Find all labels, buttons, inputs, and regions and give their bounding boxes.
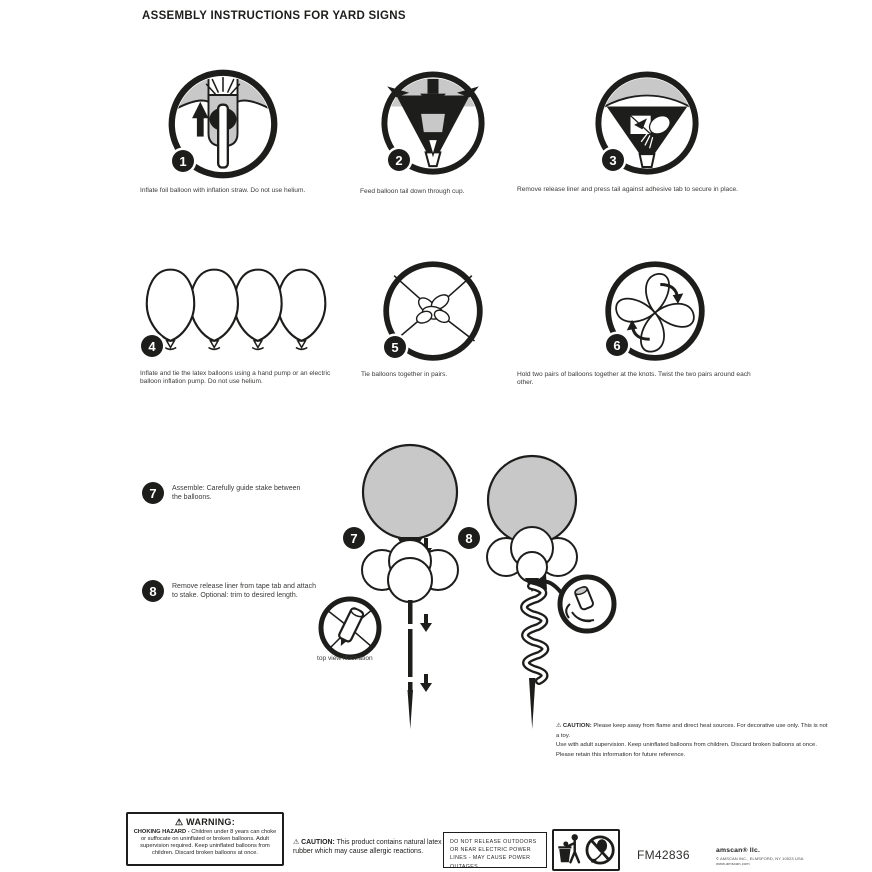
trash-disposal-icon [558, 834, 579, 862]
brand-address: © AMSCAN INC., ELMSFORD, NY 10523 USA www.amscan.com [716, 855, 804, 866]
step1-caption: Inflate foil balloon with inflation straw. Do not use helium. [140, 187, 306, 194]
step4-illustration [142, 260, 332, 360]
caution-note-prefix: CAUTION: [562, 723, 592, 729]
warning-triangle-icon: ⚠ [293, 839, 300, 846]
yard-sign-assembly-illustration [300, 436, 630, 736]
warning-body: CHOKING HAZARD - Children under 8 years can choke or suffocate on uninflated or broken balloons. Adult supervision required. Keep uninflated balloons from children. Discard broken balloons at once. [133, 829, 277, 857]
assembly-diagram [300, 436, 630, 736]
step5-caption: Tie balloons together in pairs. [361, 371, 448, 378]
step3-caption: Remove release liner and press tail against adhesive tab to secure in place. [517, 186, 739, 193]
latex-caution-prefix: CAUTION: [301, 839, 335, 846]
step8-number-badge: 8 [142, 580, 164, 602]
disposal-icons-box [552, 829, 620, 871]
step7-caption: Assemble: Carefully guide stake between the balloons. [172, 485, 301, 502]
step4-caption: Inflate and tie the latex balloons using a hand pump or an electric balloon inflation pump. Do not use helium. [140, 370, 331, 386]
dispose-and-no-release-icons [555, 831, 617, 869]
choking-hazard-warning-box [126, 812, 284, 866]
part-number: FM42836 [637, 848, 690, 862]
step4-number-badge: 4 [141, 335, 163, 357]
step2-caption: Feed balloon tail down through cup. [360, 188, 465, 195]
caution-note [556, 722, 828, 760]
warning-title: ⚠ WARNING: [174, 817, 236, 827]
do-not-release-box: DO NOT RELEASE OUTDOORS OR NEAR ELECTRIC POWER LINES - MAY CAUSE POWER OUTAGES. [443, 832, 547, 868]
diagram-step7-badge: 7 [343, 527, 365, 549]
caution-note-line2: Use with adult supervision. Keep uninflated balloons from children. Discard broken balloons at once. [556, 742, 817, 749]
caution-note-line1: ⚠ CAUTION: Please keep away from flame and direct heat sources. For decorative use only. This is not a toy. [556, 723, 828, 739]
four-latex-balloons-icon [142, 260, 332, 360]
warning-triangle-icon: ⚠ [556, 723, 562, 729]
page-title: ASSEMBLY INSTRUCTIONS FOR YARD SIGNS [142, 10, 406, 22]
step5-number-badge: 5 [384, 336, 406, 358]
step3-number-badge: 3 [602, 149, 624, 171]
warning-triangle-icon: ⚠ [174, 817, 184, 827]
caution-note-line3: Please retain this information for future reference. [556, 751, 686, 758]
step6-caption: Hold two pairs of balloons together at the knots. Twist the two pairs around each other. [517, 371, 751, 387]
no-balloon-release-icon [587, 837, 613, 863]
step2-number-badge: 2 [388, 149, 410, 171]
step6-number-badge: 6 [606, 334, 628, 356]
diagram-step8-badge: 8 [458, 527, 480, 549]
top-view-label: top view illustration [317, 655, 373, 662]
step8-caption: Remove release liner from tape tab and attach to stake. Optional: trim to desired length. [172, 583, 316, 600]
step1-number-badge: 1 [172, 150, 194, 172]
step7-number-badge: 7 [142, 482, 164, 504]
brand-logo: amscan® llc. [716, 847, 761, 854]
brand-block [716, 847, 828, 866]
latex-caution: ⚠ CAUTION: This product contains natural latex rubber which may cause allergic reactions. [293, 839, 442, 856]
